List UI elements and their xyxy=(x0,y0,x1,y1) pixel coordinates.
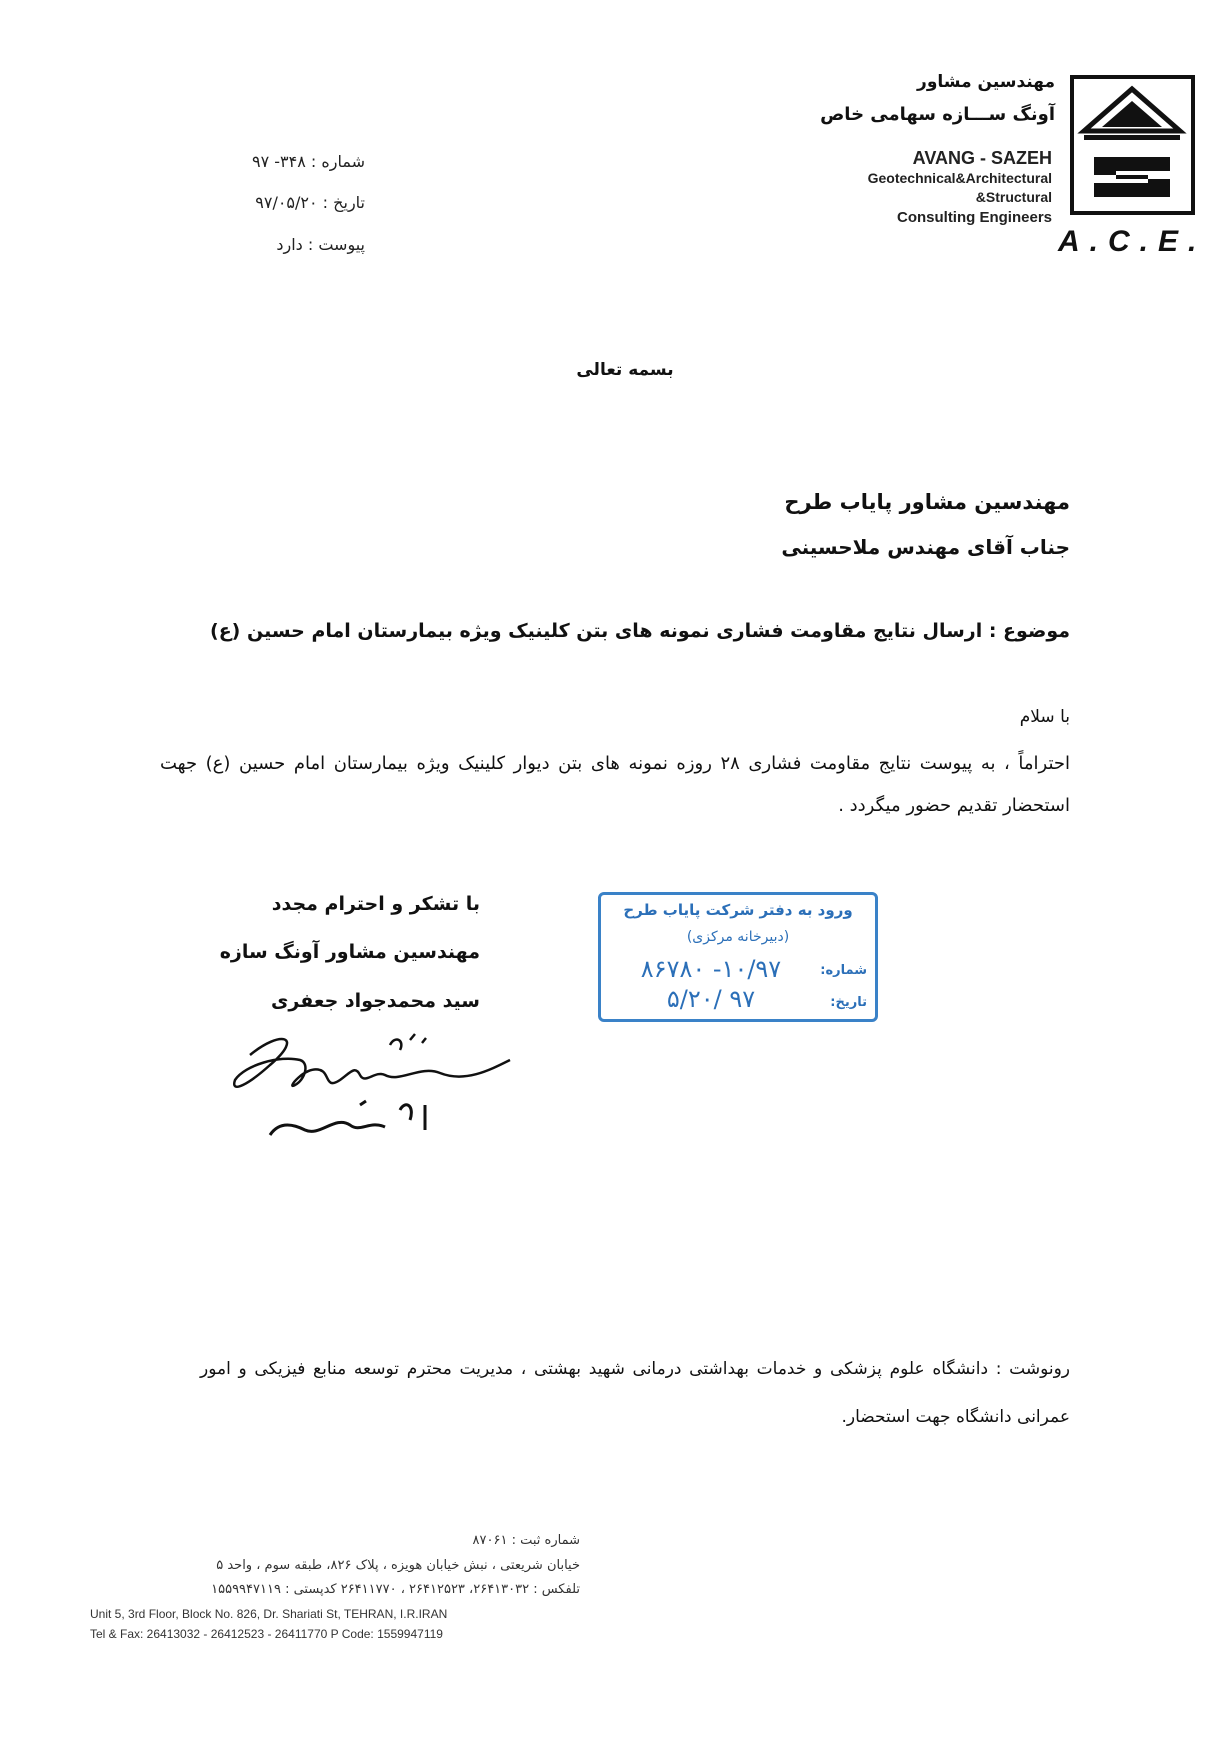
letter-number: شماره : ۳۴۸- ۹۷ xyxy=(251,152,365,171)
company-name-fa-line1: مهندسین مشاور xyxy=(917,72,1055,92)
letter-date: تاریخ : ۹۷/۰۵/۲۰ xyxy=(255,193,365,212)
closing-line: با تشکر و احترام مجدد xyxy=(271,893,480,915)
stamp-date-value: ۹۷ /۵/۲۰ xyxy=(666,985,756,1013)
received-stamp xyxy=(598,892,878,1022)
logo-emblem-icon xyxy=(1074,79,1191,211)
sender-name: سید محمدجواد جعفری xyxy=(270,990,480,1012)
footer-registration: شماره ثبت : ۸۷۰۶۱ xyxy=(472,1533,580,1548)
basmala-heading: بسمه تعالی xyxy=(576,360,674,380)
letter-attachment: پیوست : دارد xyxy=(276,235,365,254)
sender-company: مهندسین مشاور آونگ سازه xyxy=(219,941,480,963)
stamp-title: ورود به دفتر شرکت پایاب طرح xyxy=(623,901,853,919)
recipient-person: جناب آقای مهندس ملاحسینی xyxy=(781,535,1070,559)
company-name-en: AVANG - SAZEH xyxy=(912,148,1052,168)
stamp-date-label: تاریخ: xyxy=(830,995,867,1010)
carbon-copy: رونوشت : دانشگاه علوم پزشکی و خدمات بهداشتی درمانی شهید بهشتی ، مدیریت محترم توسعه منابع فیزیکی و امور عمرانی دانشگاه جهت استحضار. xyxy=(200,1359,1070,1427)
stamp-number-label: شماره: xyxy=(820,963,867,978)
company-logo xyxy=(1070,75,1195,215)
recipient-company: مهندسین مشاور پایاب طرح xyxy=(784,490,1070,514)
company-abbreviation: A.C.E. xyxy=(1058,225,1207,258)
company-tagline-line3: Consulting Engineers xyxy=(896,209,1052,226)
handwritten-signature xyxy=(210,1025,530,1150)
greeting: با سلام xyxy=(1019,707,1070,727)
footer-address-fa: خیابان شریعتی ، نبش خیابان هویزه ، پلاک ۸۲۶، طبقه سوم ، واحد ۵ xyxy=(216,1558,580,1573)
footer-phones-en: Tel & Fax: 26413032 - 26412523 - 26411770 P Code: 1559947119 xyxy=(90,1627,443,1641)
letter-subject: موضوع : ارسال نتایج مقاومت فشاری نمونه های بتن کلینیک ویژه بیمارستان امام حسین (ع) xyxy=(210,620,1070,642)
stamp-number-value: ۱۰/۹۷- ۸۶۷۸۰ xyxy=(640,955,782,983)
letter-body: احتراماً ، به پیوست نتایج مقاومت فشاری ۲۸ روزه نمونه های بتن دیوار کلینیک ویژه بیمارستان امام حسین (ع) جهت استحضار تقدیم حضور میگردد . xyxy=(160,753,1071,816)
footer-phones-fa: تلفکس : ۲۶۴۱۳۰۳۲، ۲۶۴۱۲۵۲۳ ، ۲۶۴۱۱۷۷۰ کدپستی : ۱۵۵۹۹۴۷۱۱۹ xyxy=(211,1582,580,1597)
company-tagline-line2: &Structural xyxy=(975,189,1052,205)
company-tagline-line1: Geotechnical&Architectural xyxy=(867,170,1052,186)
footer-address-en: Unit 5, 3rd Floor, Block No. 826, Dr. Shariati St, TEHRAN, I.R.IRAN xyxy=(90,1607,448,1621)
company-name-fa-line2: آونگ ســـازه سهامی خاص xyxy=(820,104,1055,125)
stamp-subtitle: (دبیرخانه مرکزی) xyxy=(686,929,790,945)
